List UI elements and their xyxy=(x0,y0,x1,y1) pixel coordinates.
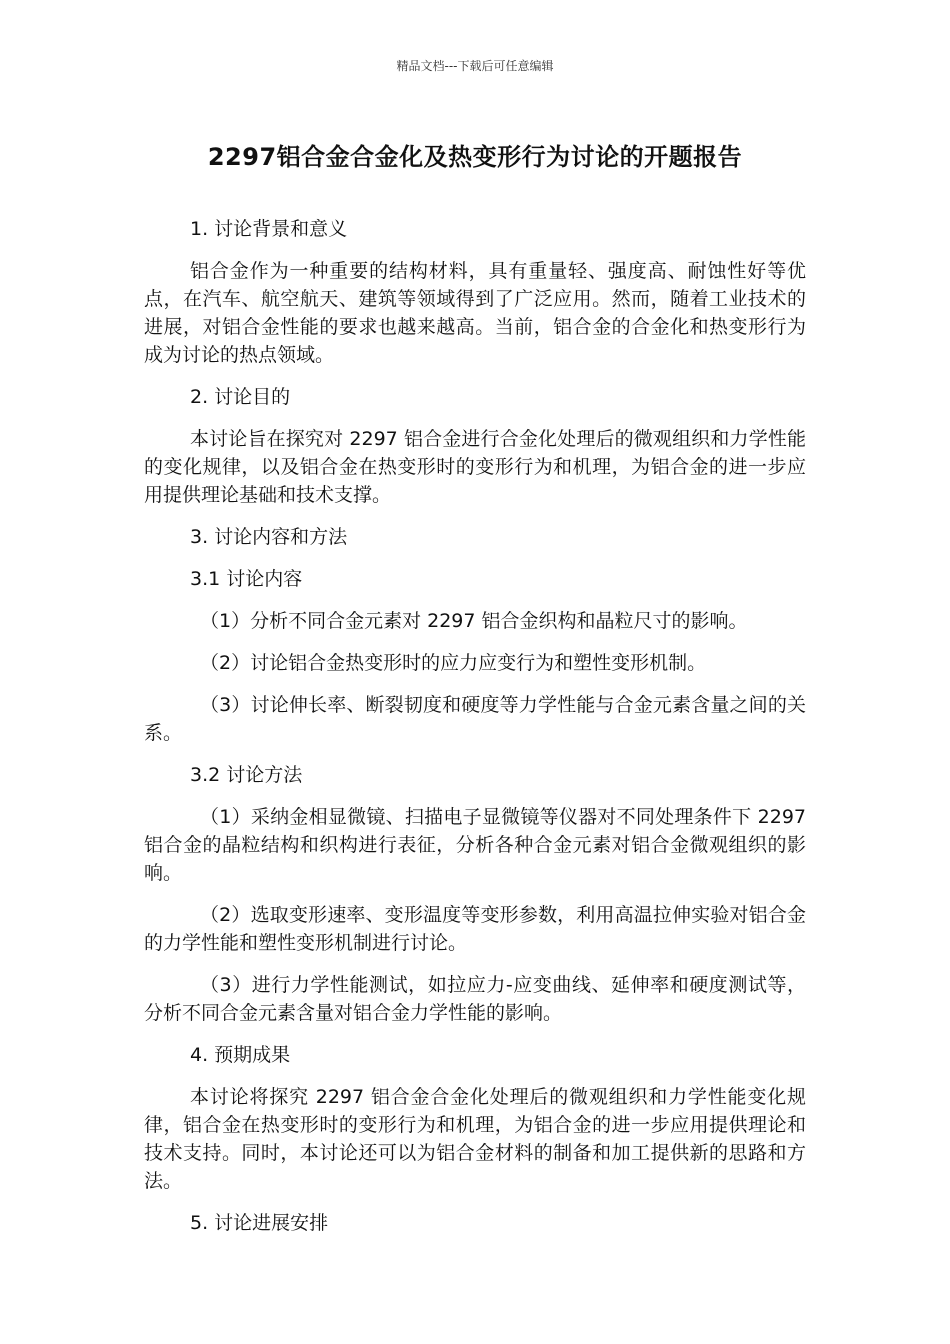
section-heading-content-method: 3. 讨论内容和方法 xyxy=(190,526,348,548)
list-item: （3）讨论伸长率、断裂韧度和硬度等力学性能与合金元素含量之间的关系。 xyxy=(144,694,806,744)
document-body xyxy=(144,215,806,1251)
section-heading-background: 1. 讨论背景和意义 xyxy=(190,218,348,240)
list-item: （3）进行力学性能测试，如拉应力-应变曲线、延伸率和硬度测试等，分析不同合金元素含量对铝合金力学性能的影响。 xyxy=(144,974,806,1024)
section-heading-expected-results: 4. 预期成果 xyxy=(190,1044,291,1066)
page-header: 精品文档---下载后可任意编辑 xyxy=(396,59,554,73)
list-item: （1）分析不同合金元素对 2297 铝合金织构和晶粒尺寸的影响。 xyxy=(200,610,748,632)
list-item: （2）讨论铝合金热变形时的应力应变行为和塑性变形机制。 xyxy=(200,652,707,674)
subsection-heading-method: 3.2 讨论方法 xyxy=(190,764,303,786)
section-heading-schedule: 5. 讨论进展安排 xyxy=(190,1212,329,1234)
subsection-heading-content: 3.1 讨论内容 xyxy=(190,568,303,590)
section-heading-purpose: 2. 讨论目的 xyxy=(190,386,291,408)
paragraph-expected-results: 本讨论将探究 2297 铝合金合金化处理后的微观组织和力学性能变化规律，铝合金在热变形时的变形行为和机理，为铝合金的进一步应用提供理论和技术支持。同时，本讨论还可以为铝合金材料的制备和加工提供新的思路和方法。 xyxy=(144,1086,806,1192)
document-title: 2297铝合金合金化及热变形行为讨论的开题报告 xyxy=(207,143,743,171)
paragraph-background: 铝合金作为一种重要的结构材料，具有重量轻、强度高、耐蚀性好等优点，在汽车、航空航天、建筑等领域得到了广泛应用。然而，随着工业技术的进展，对铝合金性能的要求也越来越高。当前，铝合金的合金化和热变形行为成为讨论的热点领域。 xyxy=(144,260,806,366)
list-item: （1）采纳金相显微镜、扫描电子显微镜等仪器对不同处理条件下 2297 铝合金的晶粒结构和织构进行表征，分析各种合金元素对铝合金微观组织的影响。 xyxy=(144,806,806,884)
list-item: （2）选取变形速率、变形温度等变形参数，利用高温拉伸实验对铝合金的力学性能和塑性变形机制进行讨论。 xyxy=(144,904,806,954)
paragraph-purpose: 本讨论旨在探究对 2297 铝合金进行合金化处理后的微观组织和力学性能的变化规律，以及铝合金在热变形时的变形行为和机理，为铝合金的进一步应用提供理论基础和技术支撑。 xyxy=(144,428,806,506)
